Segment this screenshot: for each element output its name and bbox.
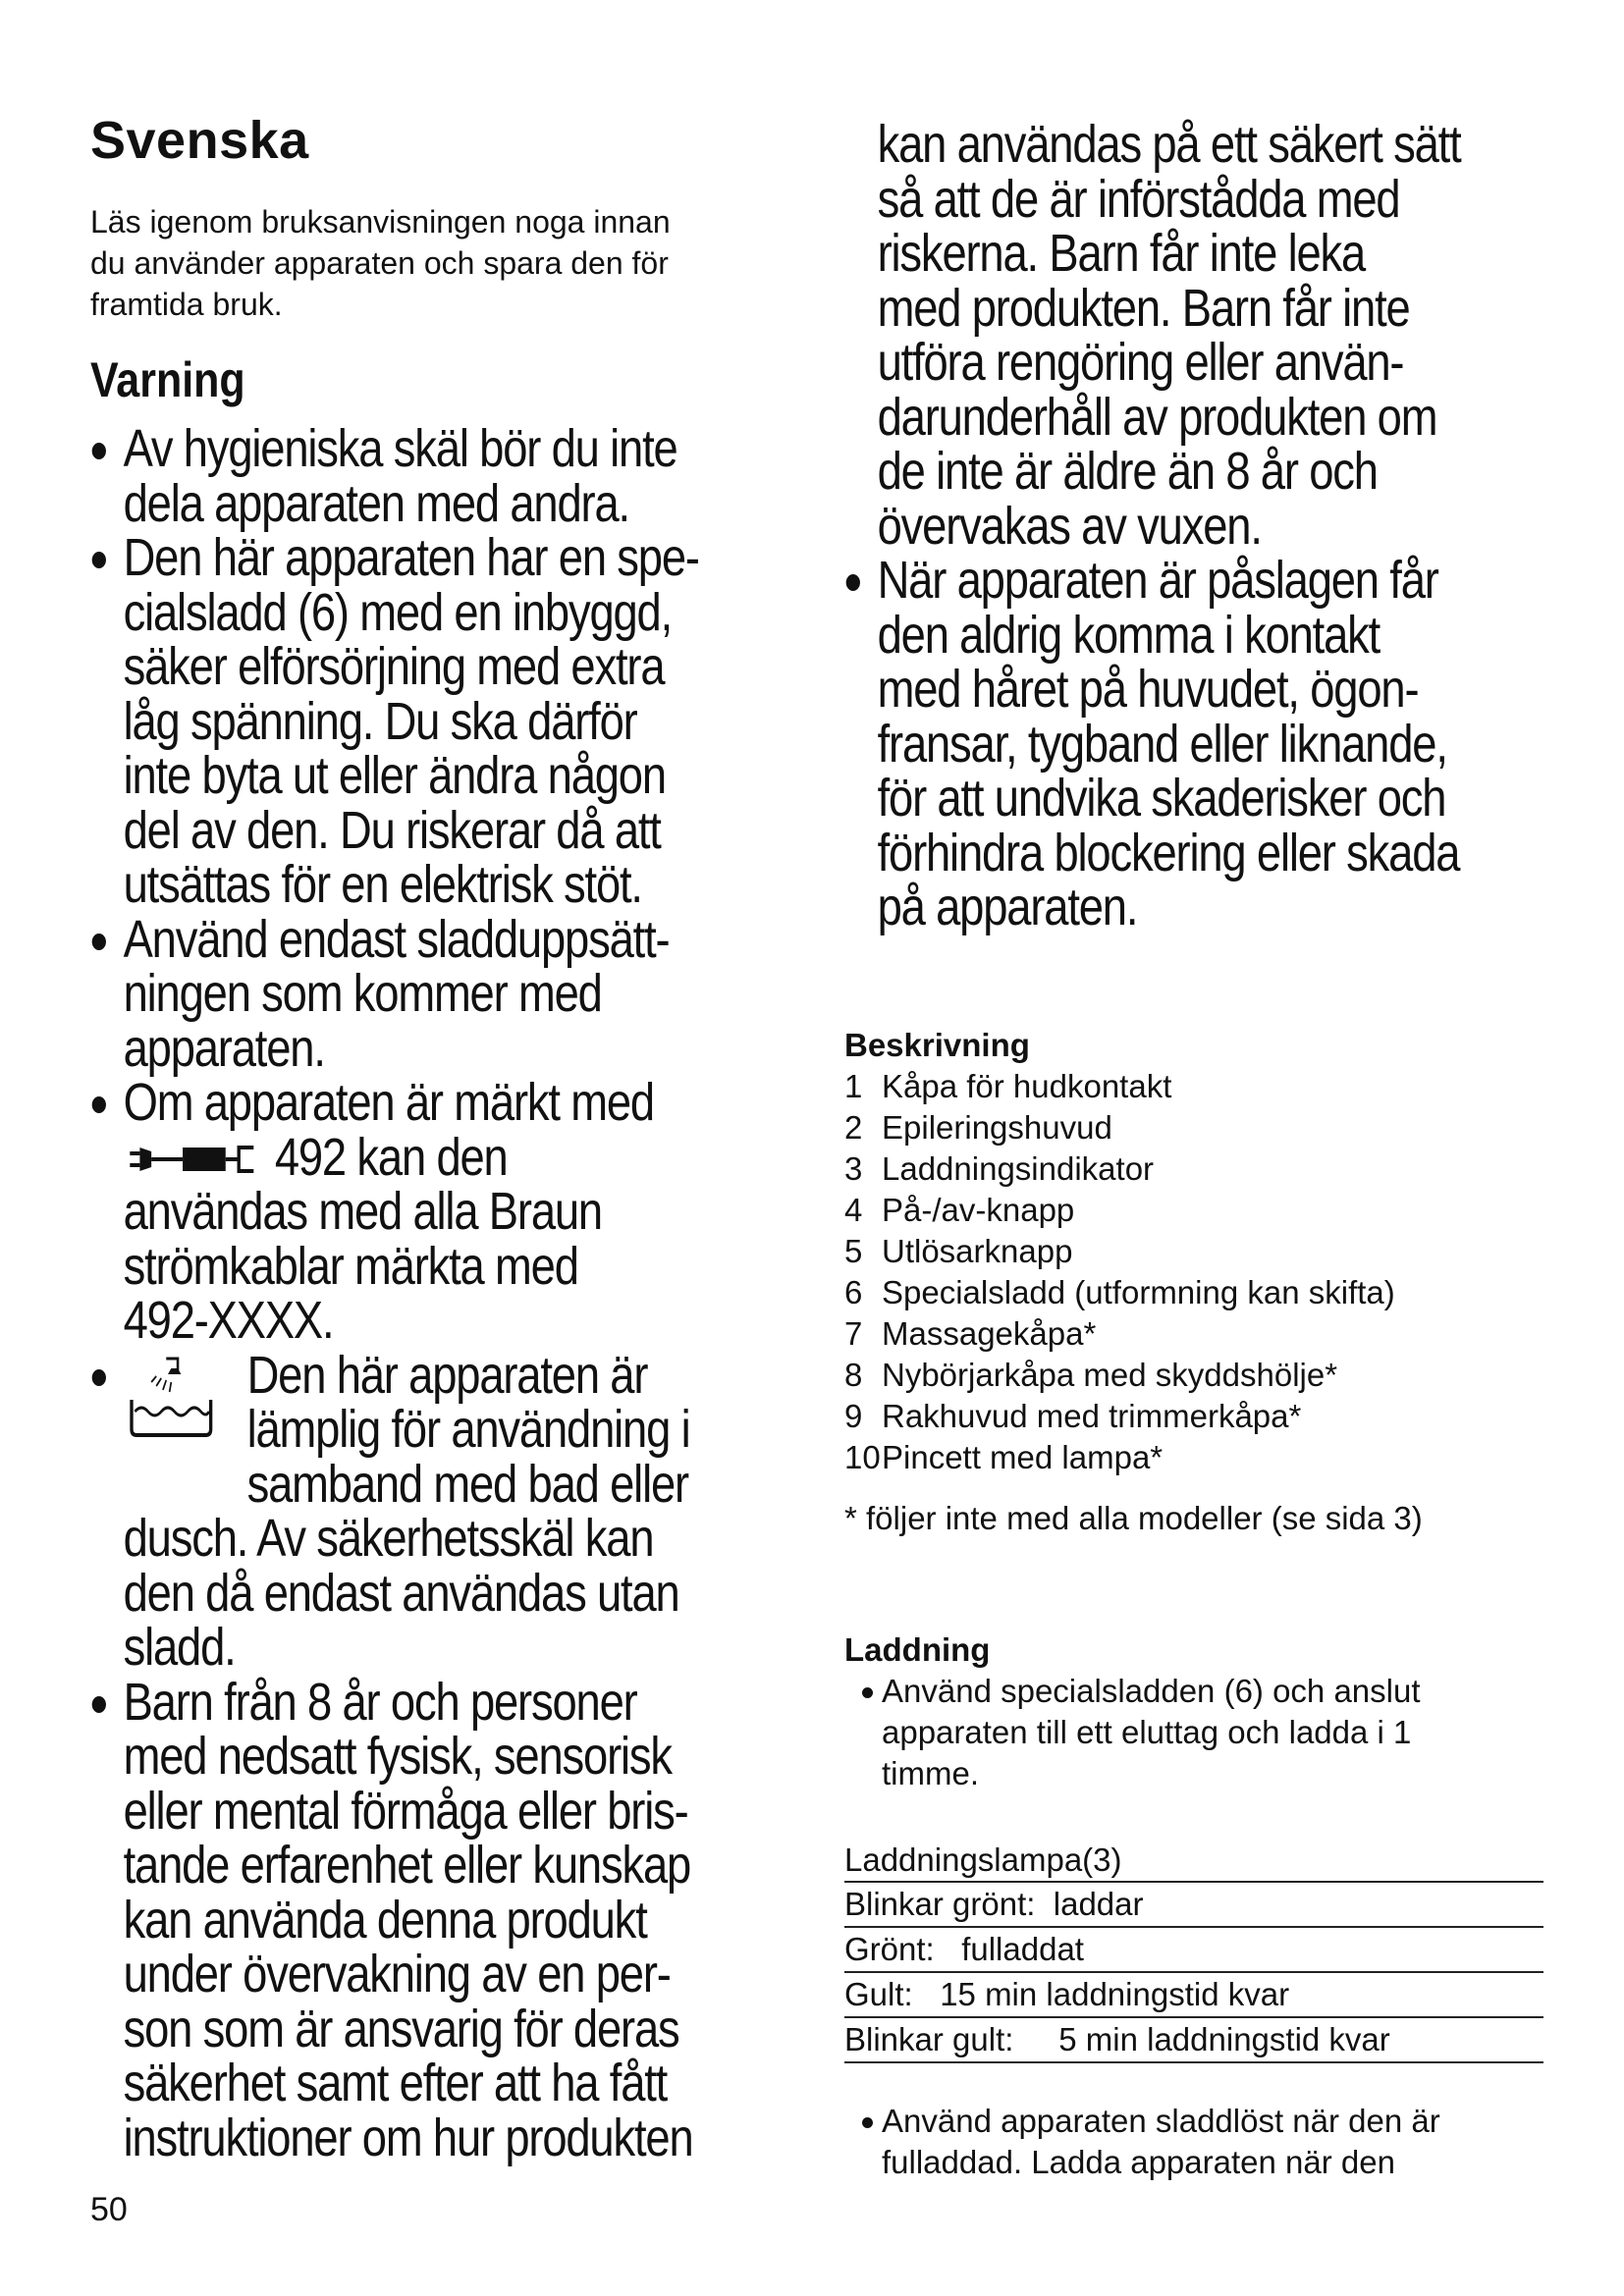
bullet-icon — [92, 443, 106, 459]
description-section — [844, 1025, 1551, 1539]
bullet-icon — [862, 2117, 873, 2128]
warning-item-bath: Den här apparaten är lämplig för användning i samband med bad eller dusch. Av säkerhetsskäl kan den då endast användas utan sladd. — [90, 1349, 816, 1676]
bullet-icon — [92, 1096, 106, 1113]
cordless-use-note: Använd apparaten sladdlöst när den är fulladdad. Ladda apparaten när den — [844, 2101, 1551, 2183]
description-item: 3 Laddningsindikator — [844, 1150, 1155, 1187]
language-title: Svenska — [90, 111, 309, 170]
table-row: Blinkar gult: 5 min laddningstid kvar — [844, 2018, 1543, 2063]
table-header: Laddningslampa(3) — [844, 1840, 1543, 1883]
intro-text — [90, 201, 797, 325]
warning-heading: Varning — [90, 352, 245, 407]
intro-line: du använder apparaten och spara den för — [90, 245, 669, 281]
warning-item-hair-contact: När apparaten är påslagen får den aldrig komma i kontakt med håret på huvudet, ögon- fransar, tygband eller liknande, för att undvika skaderisker och förhindra blockering eller skada på apparaten. — [844, 554, 1553, 935]
warning-item-children: Barn från 8 år och personer med nedsatt fysisk, sensorisk eller mental förmåga eller bris- tande erfarenhet eller kunskap kan använda denna produkt under övervakning av en per- son som är ansvarig för deras säkerhet samt efter att ha fått instruktioner om hur produkten — [90, 1676, 816, 2166]
intro-line: Läs igenom bruksanvisningen noga innan — [90, 204, 671, 240]
description-item: 5 Utlösarknapp — [844, 1233, 1073, 1269]
description-item: 10Pincett med lampa* — [844, 1439, 1164, 1475]
warning-continuation — [844, 115, 1553, 936]
warning-item-children-continued: kan användas på ett säkert sätt så att de är införstådda med riskerna. Barn får inte leka med produkten. Barn får inte utföra rengöring eller använ- darunderhåll av produkten om de inte är äldre än 8 år och övervakas av vuxen. — [877, 115, 1461, 556]
bullet-icon — [92, 1369, 106, 1386]
description-item: 7 Massagekåpa* — [844, 1315, 1097, 1352]
description-item: 6 Specialsladd (utformning kan skifta) — [844, 1274, 1395, 1310]
warning-list — [90, 419, 816, 2167]
intro-line: framtida bruk. — [90, 287, 283, 322]
warning-item-hygiene: Av hygieniska skäl bör du inte dela apparaten med andra. — [90, 422, 816, 531]
charging-section — [844, 1629, 1551, 1794]
page-number: 50 — [90, 2191, 128, 2228]
bullet-icon — [92, 934, 106, 950]
bullet-icon — [92, 552, 106, 568]
description-item: 8 Nybörjarkåpa med skyddshölje* — [844, 1357, 1338, 1393]
description-item: 9 Rakhuvud med trimmerkåpa* — [844, 1398, 1302, 1434]
table-row: Gult: 15 min laddningstid kvar — [844, 1973, 1543, 2018]
table-row: Grönt: fulladdat — [844, 1928, 1543, 1973]
warning-item-braun-cable: Om apparaten är märkt med 492 kan den användas med alla Braun strömkablar märkta med 492-XXXX. — [90, 1076, 816, 1349]
charging-instruction: Använd specialsladden (6) och anslut apparaten till ett eluttag och ladda i 1 timme. — [844, 1671, 1551, 1794]
power-cord-icon — [124, 1140, 264, 1179]
table-row: Blinkar grönt: laddar — [844, 1883, 1543, 1928]
shower-bath-icon — [124, 1349, 214, 1447]
description-footnote: * följer inte med alla modeller (se sida 3) — [844, 1500, 1423, 1536]
charging-lamp-table — [844, 1840, 1543, 2063]
description-item: 1 Kåpa för hudkontakt — [844, 1068, 1172, 1104]
description-item: 4 På-/av-knapp — [844, 1192, 1075, 1228]
charging-heading: Laddning — [844, 1631, 991, 1668]
bullet-icon — [846, 574, 860, 591]
warning-item-cord-set: Använd endast sladduppsätt- ningen som kommer med apparaten. — [90, 913, 816, 1077]
bullet-icon — [92, 1696, 106, 1713]
description-heading: Beskrivning — [844, 1027, 1030, 1063]
bullet-icon — [862, 1687, 873, 1698]
warning-item-cord: Den här apparaten har en spe- cialsladd (6) med en inbyggd, säker elförsörjning med extra låg spänning. Du ska därför inte byta ut eller ändra någon del av den. Du riskerar då att utsättas för en elektrisk stöt. — [90, 531, 816, 913]
description-item: 2 Epileringshuvud — [844, 1109, 1112, 1146]
